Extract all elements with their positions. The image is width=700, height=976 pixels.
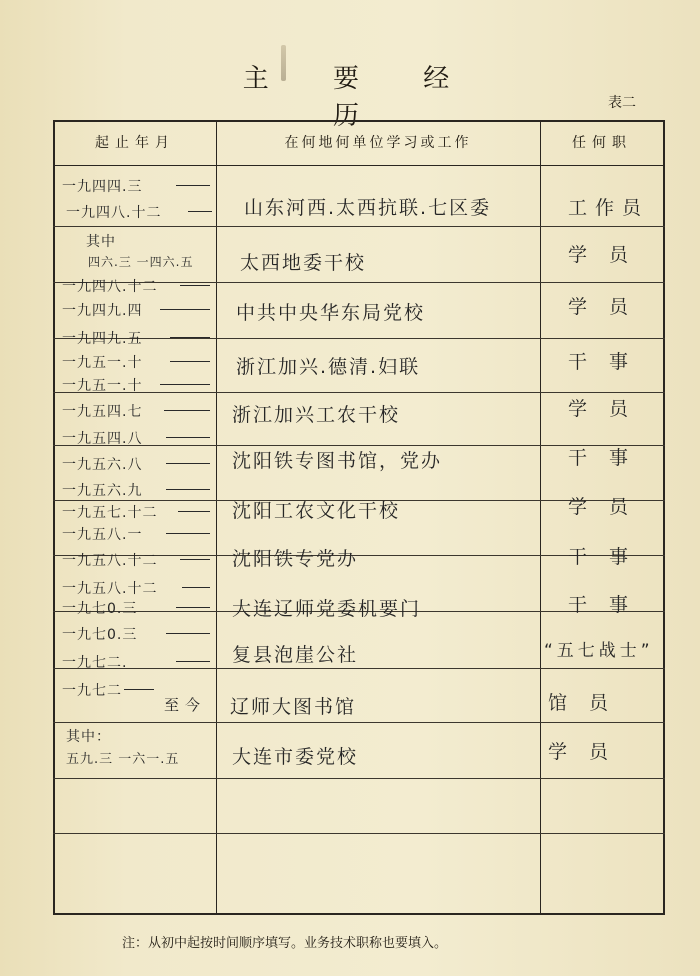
date-start: 一九四九.五 bbox=[62, 331, 143, 347]
row-rule bbox=[53, 226, 665, 227]
date-start: 一九七0.三 bbox=[62, 627, 138, 643]
work-unit: 沈阳铁专党办 bbox=[232, 548, 359, 570]
post-title: 学员 bbox=[548, 741, 631, 763]
post-title: 学员 bbox=[568, 496, 651, 518]
date-dash bbox=[178, 511, 210, 512]
date-dash bbox=[176, 185, 210, 186]
date-dash bbox=[176, 607, 210, 608]
post-title: 干事 bbox=[568, 351, 651, 373]
date-note: 其中 bbox=[86, 234, 116, 250]
date-end: 一九五七.十二 bbox=[62, 505, 158, 521]
date-dash bbox=[166, 633, 210, 634]
date-end: 一九五六.八 bbox=[62, 457, 143, 473]
table-number: 表二 bbox=[608, 95, 636, 111]
column-divider bbox=[216, 120, 217, 915]
date-dash bbox=[166, 489, 210, 490]
post-title: 工作员 bbox=[568, 197, 650, 219]
header-rule bbox=[53, 165, 665, 166]
date-range: 四六.三 一四六.五 bbox=[88, 255, 194, 269]
date-note: 其中： bbox=[66, 729, 111, 745]
column-divider bbox=[540, 120, 541, 915]
date-dash bbox=[160, 384, 210, 385]
post-title: “五七战士” bbox=[544, 641, 654, 661]
date-dash bbox=[182, 587, 210, 588]
work-unit: 浙江加兴.德清.妇联 bbox=[236, 356, 421, 378]
work-unit: 沈阳铁专图书馆，党办 bbox=[232, 450, 443, 472]
date-dash bbox=[170, 361, 210, 362]
date-start: 一九七二 bbox=[62, 683, 122, 699]
row-rule bbox=[53, 668, 665, 669]
date-dash bbox=[164, 410, 210, 411]
page-title: 主 要 经 历 bbox=[242, 64, 478, 131]
date-start: 一九五八.十二 bbox=[62, 581, 158, 597]
date-dash bbox=[166, 463, 210, 464]
date-start: 一九五六.九 bbox=[62, 483, 143, 499]
work-unit: 大连辽师党委机要门 bbox=[232, 598, 422, 620]
row-rule bbox=[53, 722, 665, 723]
work-unit: 中共中央华东局党校 bbox=[236, 302, 426, 324]
date-start: 一九四八.十二 bbox=[62, 279, 158, 295]
date-dash bbox=[160, 309, 210, 310]
work-unit: 浙江加兴工农干校 bbox=[232, 404, 401, 426]
date-end: 一九四九.四 bbox=[62, 303, 143, 319]
work-unit: 山东河西.太西抗联.七区委 bbox=[244, 197, 492, 219]
date-start: 一九四四.三 bbox=[62, 179, 143, 195]
date-range: 五九.三 一六一.五 bbox=[66, 752, 180, 767]
row-rule bbox=[53, 392, 665, 393]
date-dash bbox=[180, 559, 210, 560]
date-dash bbox=[188, 211, 212, 212]
date-end: 一九七二. bbox=[62, 655, 128, 671]
post-title: 学员 bbox=[568, 296, 651, 318]
footnote: 注：从初中起按时间顺序填写。业务技术职称也要填入。 bbox=[122, 936, 448, 951]
date-end: 一九五八.十二 bbox=[62, 553, 158, 569]
date-end: 一九五一.十 bbox=[62, 355, 143, 371]
date-dash bbox=[166, 533, 210, 534]
header-position: 任何职 bbox=[572, 135, 632, 151]
date-end: 一九四八.十二 bbox=[66, 205, 162, 221]
row-rule bbox=[53, 778, 665, 779]
date-end: 至今 bbox=[164, 696, 207, 714]
date-end: 一九五四.七 bbox=[62, 404, 143, 420]
work-unit: 复县泡崖公社 bbox=[232, 644, 359, 666]
date-start: 一九五一.十 bbox=[62, 378, 143, 394]
row-rule bbox=[53, 338, 665, 339]
date-start: 一九五八.一 bbox=[62, 527, 143, 543]
date-dash bbox=[170, 337, 210, 338]
work-unit: 太西地委干校 bbox=[240, 252, 367, 274]
date-start: 一九五四.八 bbox=[62, 431, 143, 447]
date-dash bbox=[180, 285, 210, 286]
work-unit: 辽师大图书馆 bbox=[230, 696, 357, 718]
post-title: 干事 bbox=[568, 447, 651, 469]
post-title: 馆员 bbox=[548, 692, 631, 714]
date-end: 一九七0.三 bbox=[62, 601, 138, 617]
post-title: 干事 bbox=[568, 546, 651, 568]
header-place: 在何地何单位学习或工作 bbox=[284, 135, 472, 151]
date-dash bbox=[124, 689, 154, 690]
date-dash bbox=[176, 661, 210, 662]
date-dash bbox=[166, 437, 210, 438]
post-title: 学员 bbox=[568, 244, 651, 266]
row-rule bbox=[53, 833, 665, 834]
work-unit: 沈阳工农文化干校 bbox=[232, 500, 401, 522]
post-title: 干事 bbox=[568, 594, 651, 616]
post-title: 学员 bbox=[568, 398, 651, 420]
header-period: 起止年月 bbox=[95, 135, 175, 151]
work-unit: 大连市委党校 bbox=[232, 746, 359, 768]
